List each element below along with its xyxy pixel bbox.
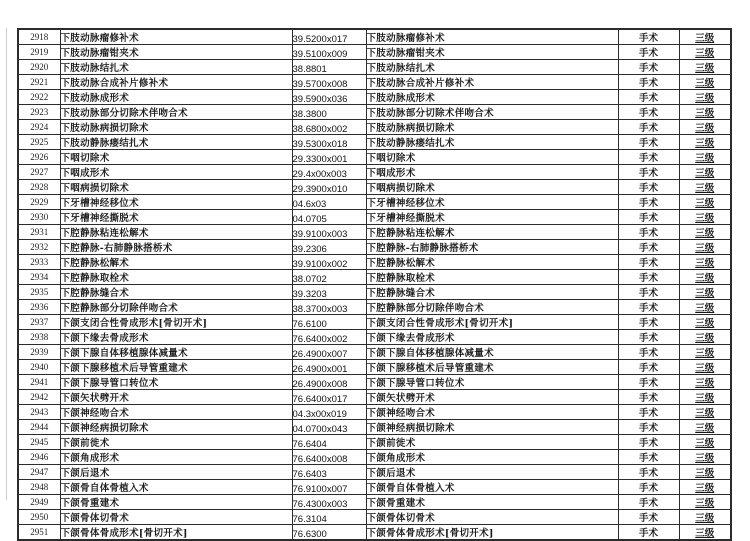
level-text: 三级 <box>695 318 715 329</box>
category-cell: 手术 <box>618 465 679 480</box>
procedure-name-right: 下肢动脉瘤钳夹术 <box>366 45 618 60</box>
category-cell: 手术 <box>618 390 679 405</box>
category-cell: 手术 <box>618 120 679 135</box>
procedure-name-right: 下腔静脉-右肺静脉搭桥术 <box>366 240 618 255</box>
category-cell: 手术 <box>618 105 679 120</box>
table-row <box>18 450 731 465</box>
procedure-name: 下咽病损切除术 <box>60 180 292 195</box>
procedure-name: 下颌骨体骨成形术[骨切开术] <box>60 525 292 541</box>
table-row <box>18 270 731 285</box>
procedure-code: 76.9100x007 <box>292 480 366 495</box>
table-row <box>18 435 731 450</box>
row-number: 2937 <box>18 315 60 330</box>
procedure-code: 39.5700x008 <box>292 75 366 90</box>
level-cell <box>679 435 731 450</box>
procedure-name: 下颌矢状劈开术 <box>60 390 292 405</box>
procedure-name: 下腔静脉取栓术 <box>60 270 292 285</box>
level-text: 三级 <box>695 438 715 449</box>
category-cell: 手术 <box>618 135 679 150</box>
level-text: 三级 <box>695 93 715 104</box>
procedure-name-right: 下颌神经吻合术 <box>366 405 618 420</box>
level-cell <box>679 195 731 210</box>
level-cell <box>679 330 731 345</box>
procedure-name-right: 下咽切除术 <box>366 150 618 165</box>
level-cell <box>679 510 731 525</box>
procedure-code: 38.0702 <box>292 270 366 285</box>
procedure-code: 04.0700x043 <box>292 420 366 435</box>
level-cell <box>679 465 731 480</box>
row-number: 2940 <box>18 360 60 375</box>
level-cell <box>679 240 731 255</box>
procedure-name: 下牙槽神经移位术 <box>60 195 292 210</box>
level-cell <box>679 420 731 435</box>
level-cell <box>679 45 731 60</box>
procedure-code: 38.3700x003 <box>292 300 366 315</box>
row-number: 2938 <box>18 330 60 345</box>
procedure-code: 76.6400x017 <box>292 390 366 405</box>
procedure-name: 下颌支闭合性骨成形术[骨切开术] <box>60 315 292 330</box>
table-row <box>18 405 731 420</box>
category-cell: 手术 <box>618 450 679 465</box>
procedure-name: 下咽切除术 <box>60 150 292 165</box>
row-number: 2930 <box>18 210 60 225</box>
row-number: 2951 <box>18 525 60 541</box>
table-row <box>18 135 731 150</box>
row-number: 2941 <box>18 375 60 390</box>
row-number: 2948 <box>18 480 60 495</box>
procedure-code: 76.6403 <box>292 465 366 480</box>
table-body <box>18 29 731 540</box>
table-row <box>18 120 731 135</box>
procedure-code: 39.5300x018 <box>292 135 366 150</box>
table-row <box>18 240 731 255</box>
level-text: 三级 <box>695 303 715 314</box>
category-cell: 手术 <box>618 285 679 300</box>
level-cell <box>679 525 731 541</box>
table-row <box>18 60 731 75</box>
procedure-name: 下肢动脉成形术 <box>60 90 292 105</box>
table-row <box>18 420 731 435</box>
row-number: 2919 <box>18 45 60 60</box>
row-number: 2920 <box>18 60 60 75</box>
level-text: 三级 <box>695 393 715 404</box>
table-row <box>18 510 731 525</box>
procedure-name: 下腔静脉粘连松解术 <box>60 225 292 240</box>
procedure-name: 下颌骨自体骨植入术 <box>60 480 292 495</box>
table-row <box>18 255 731 270</box>
procedure-code: 39.5900x036 <box>292 90 366 105</box>
procedure-name: 下肢动脉病损切除术 <box>60 120 292 135</box>
procedure-name-right: 下肢动脉合成补片修补术 <box>366 75 618 90</box>
row-number: 2926 <box>18 150 60 165</box>
procedure-table <box>17 28 732 541</box>
row-number: 2928 <box>18 180 60 195</box>
procedure-name-right: 下颌矢状劈开术 <box>366 390 618 405</box>
procedure-name-right: 下颌下缘去骨成形术 <box>366 330 618 345</box>
procedure-code: 26.4900x008 <box>292 375 366 390</box>
table-row <box>18 315 731 330</box>
category-cell: 手术 <box>618 150 679 165</box>
procedure-code: 76.4300x003 <box>292 495 366 510</box>
level-text: 三级 <box>695 123 715 134</box>
procedure-name-right: 下腔静脉缝合术 <box>366 285 618 300</box>
row-number: 2946 <box>18 450 60 465</box>
row-number: 2932 <box>18 240 60 255</box>
procedure-name-right: 下肢动静脉瘘结扎术 <box>366 135 618 150</box>
table-row <box>18 105 731 120</box>
procedure-name-right: 下肢动脉结扎术 <box>366 60 618 75</box>
level-text: 三级 <box>695 168 715 179</box>
category-cell: 手术 <box>618 405 679 420</box>
level-cell <box>679 165 731 180</box>
level-text: 三级 <box>695 468 715 479</box>
procedure-name: 下颌下腺自体移植腺体减量术 <box>60 345 292 360</box>
row-number: 2942 <box>18 390 60 405</box>
row-number: 2923 <box>18 105 60 120</box>
table-row <box>18 165 731 180</box>
procedure-code: 38.8801 <box>292 60 366 75</box>
procedure-name-right: 下颌骨体切骨术 <box>366 510 618 525</box>
procedure-name-right: 下颌后退术 <box>366 465 618 480</box>
row-number: 2936 <box>18 300 60 315</box>
procedure-code: 38.3800 <box>292 105 366 120</box>
category-cell: 手术 <box>618 45 679 60</box>
procedure-name-right: 下腔静脉松解术 <box>366 255 618 270</box>
procedure-name: 下肢动脉瘤钳夹术 <box>60 45 292 60</box>
level-cell <box>679 495 731 510</box>
level-text: 三级 <box>695 228 715 239</box>
category-cell: 手术 <box>618 270 679 285</box>
category-cell: 手术 <box>618 315 679 330</box>
category-cell: 手术 <box>618 225 679 240</box>
category-cell: 手术 <box>618 300 679 315</box>
level-cell <box>679 29 731 45</box>
table-row <box>18 465 731 480</box>
level-text: 三级 <box>695 498 715 509</box>
category-cell: 手术 <box>618 195 679 210</box>
procedure-name-right: 下颌骨重建术 <box>366 495 618 510</box>
category-cell: 手术 <box>618 525 679 541</box>
category-cell: 手术 <box>618 330 679 345</box>
level-text: 三级 <box>695 333 715 344</box>
procedure-code: 39.9100x003 <box>292 225 366 240</box>
row-number: 2935 <box>18 285 60 300</box>
category-cell: 手术 <box>618 210 679 225</box>
row-number: 2921 <box>18 75 60 90</box>
row-number: 2945 <box>18 435 60 450</box>
level-cell <box>679 180 731 195</box>
row-number: 2950 <box>18 510 60 525</box>
row-number: 2949 <box>18 495 60 510</box>
procedure-name: 下牙槽神经撕脱术 <box>60 210 292 225</box>
level-text: 三级 <box>695 138 715 149</box>
level-text: 三级 <box>695 288 715 299</box>
level-text: 三级 <box>695 513 715 524</box>
procedure-code: 76.6404 <box>292 435 366 450</box>
level-text: 三级 <box>695 243 715 254</box>
procedure-code: 39.2306 <box>292 240 366 255</box>
procedure-code: 76.6300 <box>292 525 366 541</box>
procedure-name: 下颌神经吻合术 <box>60 405 292 420</box>
level-text: 三级 <box>695 198 715 209</box>
row-number: 2933 <box>18 255 60 270</box>
procedure-code: 39.9100x002 <box>292 255 366 270</box>
category-cell: 手术 <box>618 495 679 510</box>
table-row <box>18 180 731 195</box>
procedure-code: 38.6800x002 <box>292 120 366 135</box>
row-number: 2939 <box>18 345 60 360</box>
level-text: 三级 <box>695 453 715 464</box>
procedure-name-right: 下肢动脉瘤修补术 <box>366 29 618 45</box>
row-number: 2929 <box>18 195 60 210</box>
procedure-name-right: 下肢动脉病损切除术 <box>366 120 618 135</box>
procedure-code: 76.3104 <box>292 510 366 525</box>
level-cell <box>679 120 731 135</box>
procedure-name: 下颌骨体切骨术 <box>60 510 292 525</box>
level-cell <box>679 360 731 375</box>
row-number: 2918 <box>18 29 60 45</box>
procedure-name-right: 下颌下腺自体移植腺体减量术 <box>366 345 618 360</box>
row-number: 2944 <box>18 420 60 435</box>
level-cell <box>679 60 731 75</box>
table-row <box>18 285 731 300</box>
table-row <box>18 390 731 405</box>
level-text: 三级 <box>695 528 715 539</box>
level-cell <box>679 255 731 270</box>
level-cell <box>679 300 731 315</box>
level-text: 三级 <box>695 213 715 224</box>
level-text: 三级 <box>695 63 715 74</box>
table-row <box>18 29 731 45</box>
level-text: 三级 <box>695 483 715 494</box>
procedure-name-right: 下肢动脉成形术 <box>366 90 618 105</box>
procedure-name-right: 下颌骨自体骨植入术 <box>366 480 618 495</box>
procedure-code: 04.6x03 <box>292 195 366 210</box>
procedure-code: 04.3x00x019 <box>292 405 366 420</box>
level-cell <box>679 405 731 420</box>
category-cell: 手术 <box>618 345 679 360</box>
level-text: 三级 <box>695 258 715 269</box>
level-text: 三级 <box>695 273 715 284</box>
category-cell: 手术 <box>618 510 679 525</box>
level-cell <box>679 105 731 120</box>
procedure-name: 下颌后退术 <box>60 465 292 480</box>
category-cell: 手术 <box>618 375 679 390</box>
procedure-name-right: 下腔静脉粘连松解术 <box>366 225 618 240</box>
procedure-name: 下肢动脉瘤修补术 <box>60 29 292 45</box>
procedure-name: 下肢动脉部分切除术伴吻合术 <box>60 105 292 120</box>
procedure-name: 下颌下缘去骨成形术 <box>60 330 292 345</box>
level-text: 三级 <box>695 183 715 194</box>
procedure-code: 04.0705 <box>292 210 366 225</box>
procedure-name-right: 下肢动脉部分切除术伴吻合术 <box>366 105 618 120</box>
procedure-name: 下腔静脉缝合术 <box>60 285 292 300</box>
procedure-name: 下腔静脉-右肺静脉搭桥术 <box>60 240 292 255</box>
level-cell <box>679 315 731 330</box>
row-number: 2943 <box>18 405 60 420</box>
table-row <box>18 150 731 165</box>
procedure-name-right: 下咽病损切除术 <box>366 180 618 195</box>
level-text: 三级 <box>695 423 715 434</box>
procedure-name: 下肢动静脉瘘结扎术 <box>60 135 292 150</box>
procedure-name: 下颌骨重建术 <box>60 495 292 510</box>
level-cell <box>679 450 731 465</box>
row-number: 2927 <box>18 165 60 180</box>
level-cell <box>679 480 731 495</box>
category-cell: 手术 <box>618 255 679 270</box>
procedure-code: 76.6400x008 <box>292 450 366 465</box>
table-row <box>18 225 731 240</box>
level-cell <box>679 225 731 240</box>
table-row <box>18 195 731 210</box>
page-edge-line <box>6 28 7 500</box>
category-cell: 手术 <box>618 180 679 195</box>
procedure-name-right: 下牙槽神经撕脱术 <box>366 210 618 225</box>
procedure-name: 下颌前徙术 <box>60 435 292 450</box>
table-row <box>18 525 731 541</box>
procedure-name: 下颌角成形术 <box>60 450 292 465</box>
procedure-name-right: 下颌角成形术 <box>366 450 618 465</box>
procedure-name-right: 下颌下腺移植术后导管重建术 <box>366 360 618 375</box>
procedure-name-right: 下牙槽神经移位术 <box>366 195 618 210</box>
table-row <box>18 480 731 495</box>
level-text: 三级 <box>695 33 715 44</box>
procedure-name-right: 下腔静脉部分切除伴吻合术 <box>366 300 618 315</box>
level-text: 三级 <box>695 153 715 164</box>
category-cell: 手术 <box>618 75 679 90</box>
procedure-name-right: 下颌前徙术 <box>366 435 618 450</box>
procedure-code: 76.6100 <box>292 315 366 330</box>
level-cell <box>679 210 731 225</box>
row-number: 2931 <box>18 225 60 240</box>
level-text: 三级 <box>695 108 715 119</box>
procedure-name-right: 下颌神经病损切除术 <box>366 420 618 435</box>
level-cell <box>679 150 731 165</box>
procedure-code: 29.4x00x003 <box>292 165 366 180</box>
table-row <box>18 360 731 375</box>
row-number: 2934 <box>18 270 60 285</box>
level-text: 三级 <box>695 363 715 374</box>
level-cell <box>679 285 731 300</box>
level-text: 三级 <box>695 378 715 389</box>
table-row <box>18 300 731 315</box>
table-row <box>18 330 731 345</box>
procedure-name: 下肢动脉合成补片修补术 <box>60 75 292 90</box>
category-cell: 手术 <box>618 29 679 45</box>
level-cell <box>679 345 731 360</box>
procedure-name: 下颌神经病损切除术 <box>60 420 292 435</box>
level-cell <box>679 375 731 390</box>
procedure-name-right: 下颌骨体骨成形术[骨切开术] <box>366 525 618 541</box>
row-number: 2924 <box>18 120 60 135</box>
table-row <box>18 375 731 390</box>
level-cell <box>679 270 731 285</box>
category-cell: 手术 <box>618 165 679 180</box>
level-text: 三级 <box>695 348 715 359</box>
procedure-name-right: 下颌支闭合性骨成形术[骨切开术] <box>366 315 618 330</box>
procedure-name: 下腔静脉松解术 <box>60 255 292 270</box>
procedure-code: 39.5200x017 <box>292 29 366 45</box>
level-cell <box>679 390 731 405</box>
level-cell <box>679 75 731 90</box>
category-cell: 手术 <box>618 420 679 435</box>
table-row <box>18 345 731 360</box>
procedure-code: 39.5100x009 <box>292 45 366 60</box>
procedure-code: 26.4900x007 <box>292 345 366 360</box>
row-number: 2925 <box>18 135 60 150</box>
table-row <box>18 75 731 90</box>
row-number: 2922 <box>18 90 60 105</box>
level-text: 三级 <box>695 78 715 89</box>
category-cell: 手术 <box>618 90 679 105</box>
procedure-name: 下肢动脉结扎术 <box>60 60 292 75</box>
procedure-name: 下咽成形术 <box>60 165 292 180</box>
procedure-code: 29.3300x001 <box>292 150 366 165</box>
procedure-name-right: 下腔静脉取栓术 <box>366 270 618 285</box>
table-row <box>18 90 731 105</box>
procedure-name: 下颌下腺导管口转位术 <box>60 375 292 390</box>
level-text: 三级 <box>695 48 715 59</box>
level-text: 三级 <box>695 408 715 419</box>
table-row <box>18 210 731 225</box>
category-cell: 手术 <box>618 60 679 75</box>
row-number: 2947 <box>18 465 60 480</box>
procedure-code: 39.3203 <box>292 285 366 300</box>
procedure-code: 29.3900x010 <box>292 180 366 195</box>
procedure-code: 76.6400x002 <box>292 330 366 345</box>
procedure-name-right: 下颌下腺导管口转位术 <box>366 375 618 390</box>
procedure-name: 下腔静脉部分切除伴吻合术 <box>60 300 292 315</box>
procedure-name-right: 下咽成形术 <box>366 165 618 180</box>
table-row <box>18 495 731 510</box>
level-cell <box>679 135 731 150</box>
procedure-code: 26.4900x001 <box>292 360 366 375</box>
category-cell: 手术 <box>618 435 679 450</box>
procedure-name: 下颌下腺移植术后导管重建术 <box>60 360 292 375</box>
category-cell: 手术 <box>618 360 679 375</box>
table-row <box>18 45 731 60</box>
level-cell <box>679 90 731 105</box>
category-cell: 手术 <box>618 240 679 255</box>
category-cell: 手术 <box>618 480 679 495</box>
